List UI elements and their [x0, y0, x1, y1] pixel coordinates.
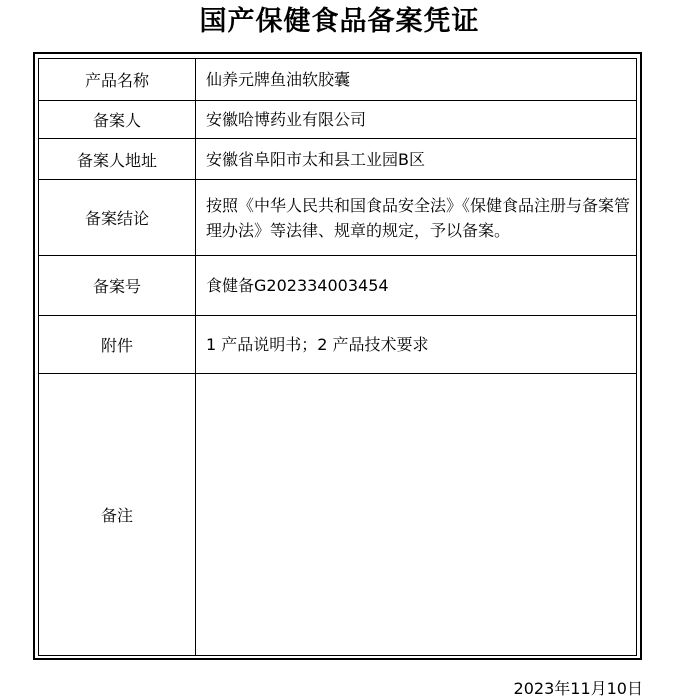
row-registrant	[39, 101, 636, 139]
attachments-label: 附件	[39, 316, 196, 373]
row-attachments	[39, 316, 636, 374]
remarks-value	[196, 374, 636, 655]
conclusion-label: 备案结论	[39, 180, 196, 255]
attachments-value: 1 产品说明书；2 产品技术要求	[206, 335, 429, 354]
document-title: 国产保健食品备案凭证	[199, 6, 480, 37]
filing-number-label: 备案号	[39, 256, 196, 315]
remarks-label: 备注	[39, 374, 196, 655]
row-filing-number	[39, 256, 636, 316]
registrant-value: 安徽哈博药业有限公司	[206, 110, 367, 129]
certificate-table-frame	[33, 52, 642, 660]
registrant-address-label: 备案人地址	[39, 139, 196, 179]
registrant-address-value: 安徽省阜阳市太和县工业园B区	[206, 149, 425, 169]
registrant-label: 备案人	[39, 101, 196, 138]
row-conclusion	[39, 180, 636, 256]
conclusion-value: 按照《中华人民共和国食品安全法》《保健食品注册与备案管理办法》等法律、规章的规定，予以备案。	[206, 195, 631, 240]
certificate-table	[38, 58, 637, 656]
product-name-value: 仙养元牌鱼油软胶囊	[206, 70, 351, 89]
filing-number-value: 食健备G202334003454	[206, 276, 389, 295]
row-remarks	[39, 374, 636, 655]
row-product-name	[39, 59, 636, 101]
issue-date: 2023年11月10日	[513, 679, 643, 698]
row-registrant-address	[39, 139, 636, 180]
product-name-label: 产品名称	[39, 59, 196, 100]
